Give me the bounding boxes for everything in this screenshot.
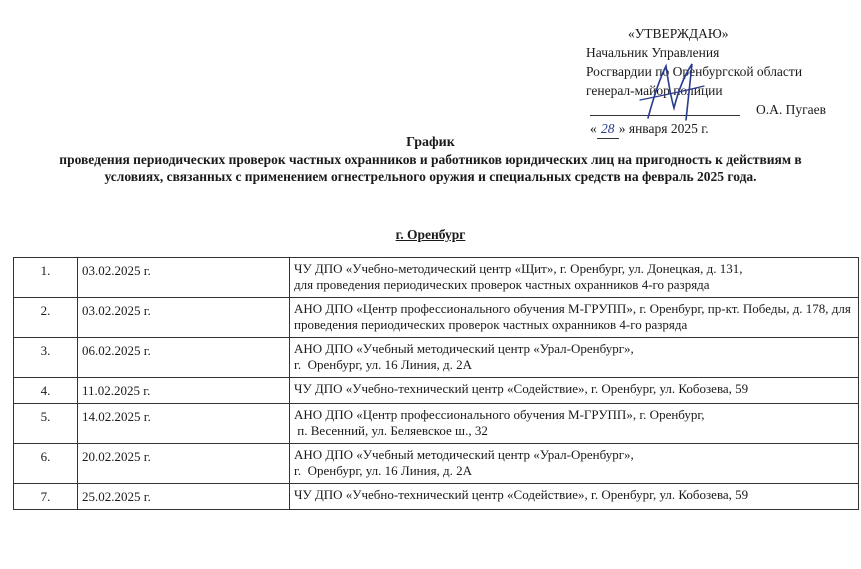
row-date: 03.02.2025 г.	[78, 258, 290, 298]
row-number: 6.	[14, 444, 78, 484]
row-number: 5.	[14, 404, 78, 444]
row-number: 4.	[14, 378, 78, 404]
row-date: 11.02.2025 г.	[78, 378, 290, 404]
row-place	[290, 298, 859, 338]
row-place	[290, 378, 859, 404]
document-title	[0, 134, 861, 185]
place-line: АНО ДПО «Учебный методический центр «Урал-Оренбург»,	[294, 447, 634, 462]
place-line: для проведения периодических проверок частных охранников 4-го разряда	[294, 277, 710, 292]
row-date: 20.02.2025 г.	[78, 444, 290, 484]
schedule-table-body	[14, 258, 859, 510]
approval-block	[586, 24, 856, 139]
table-row	[14, 378, 859, 404]
row-place	[290, 258, 859, 298]
handwritten-signature-icon	[630, 56, 710, 126]
place-line: ЧУ ДПО «Учебно-технический центр «Содействие», г. Оренбург, ул. Кобозева, 59	[294, 381, 749, 396]
approval-position-line1: Начальник Управления	[586, 45, 720, 60]
approval-heading: «УТВЕРЖДАЮ»	[628, 26, 729, 41]
place-line: АНО ДПО «Центр профессионального обучения М-ГРУПП», г. Оренбург,	[294, 407, 705, 422]
table-row	[14, 258, 859, 298]
date-day: 28	[597, 119, 619, 139]
row-place	[290, 484, 859, 510]
row-date: 06.02.2025 г.	[78, 338, 290, 378]
table-row	[14, 298, 859, 338]
city-heading: г. Оренбург	[395, 227, 466, 242]
row-place	[290, 404, 859, 444]
row-date: 25.02.2025 г.	[78, 484, 290, 510]
row-number: 3.	[14, 338, 78, 378]
row-place	[290, 444, 859, 484]
place-line: АНО ДПО «Центр профессионального обучения М-ГРУПП», г. Оренбург, пр-кт. Победы, д. 178, для проведения периодических проверок частных охранников 4-го разряда	[294, 301, 851, 332]
place-line: г. Оренбург, ул. 16 Линия, д. 2А	[294, 463, 473, 478]
date-open-quote: «	[590, 121, 597, 136]
table-row	[14, 404, 859, 444]
place-line: п. Весенний, ул. Беляевское ш., 32	[294, 423, 488, 438]
date-close-quote: »	[618, 121, 626, 136]
row-number: 7.	[14, 484, 78, 510]
place-line: ЧУ ДПО «Учебно-технический центр «Содействие», г. Оренбург, ул. Кобозева, 59	[294, 487, 749, 502]
row-date: 03.02.2025 г.	[78, 298, 290, 338]
row-place	[290, 338, 859, 378]
row-number: 1.	[14, 258, 78, 298]
place-line: г. Оренбург, ул. 16 Линия, д. 2А	[294, 357, 473, 372]
approval-position-line2: Росгвардии по Оренбургской области	[586, 64, 803, 79]
place-line: ЧУ ДПО «Учебно-методический центр «Щит», г. Оренбург, ул. Донецкая, д. 131,	[294, 261, 743, 276]
title-subtitle: проведения периодических проверок частных охранников и работников юридических лиц на пригодность к действиям в условиях, связанных с применением огнестрельного оружия и специальных средств на февраль 2025 года.	[59, 152, 802, 184]
title-main: График	[406, 135, 455, 150]
date-month-year: января 2025 г.	[628, 121, 709, 136]
table-row	[14, 338, 859, 378]
table-row	[14, 484, 859, 510]
table-row	[14, 444, 859, 484]
approval-rank: генерал-майор полиции	[586, 83, 723, 98]
signer-name: О.А. Пугаев	[756, 102, 827, 117]
place-line: АНО ДПО «Учебный методический центр «Урал-Оренбург»,	[294, 341, 634, 356]
schedule-table	[13, 257, 859, 510]
row-date: 14.02.2025 г.	[78, 404, 290, 444]
signature-row	[586, 100, 856, 119]
row-number: 2.	[14, 298, 78, 338]
